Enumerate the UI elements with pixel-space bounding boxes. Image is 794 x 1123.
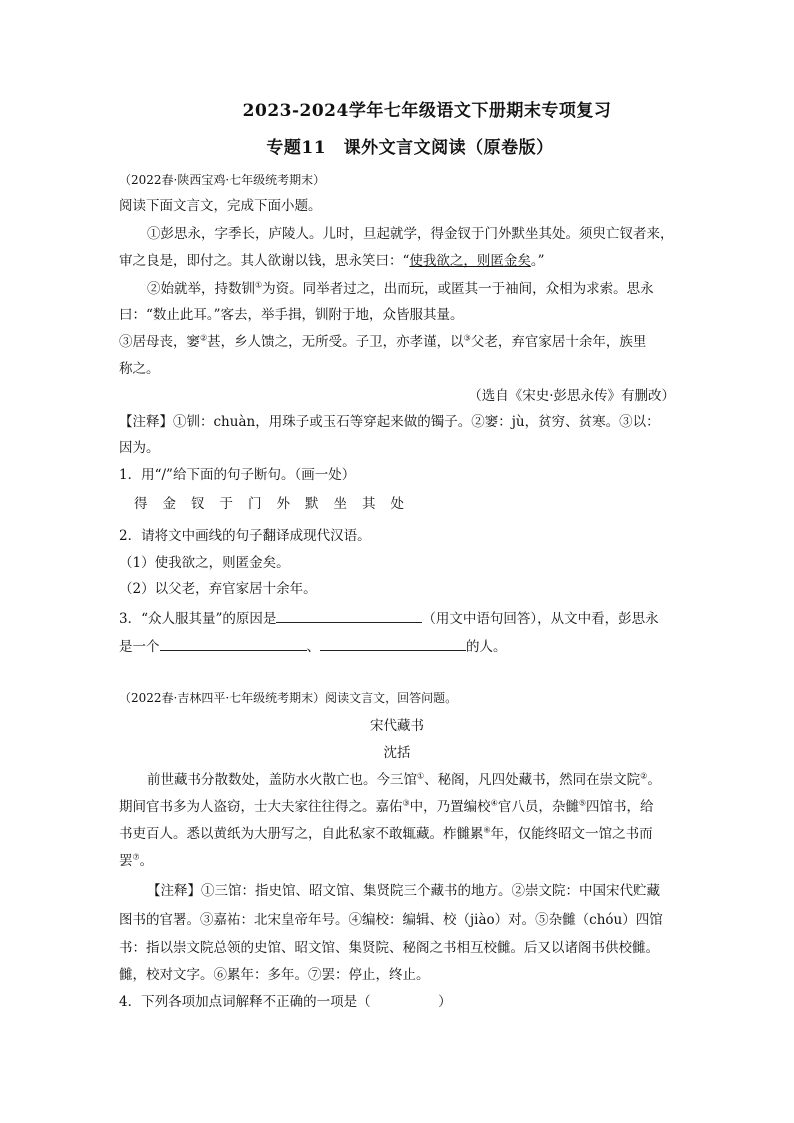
text: 年，仅能终昭文一馆之书而: [490, 826, 653, 842]
footnote-mark: ③: [463, 333, 471, 343]
question-3-line-1: [119, 608, 659, 628]
passage-line-1: [147, 772, 661, 789]
footnote-mark: ⑥: [483, 825, 491, 835]
paragraph-2-line-2: 曰：“数止此耳。”客去，举手揖，钏附于地，众皆服其量。: [119, 307, 464, 323]
passage-line-3: [119, 826, 653, 843]
text: 、秘阁，凡四处藏书，然同在崇文院: [424, 772, 641, 788]
title-line-1: 2023-2024学年七年级语文下册期末专项复习: [242, 101, 612, 121]
passage-line-2: [119, 799, 654, 816]
paragraph-1-line-2: [119, 253, 545, 270]
text: 、: [306, 639, 320, 655]
text: 3．“众人服其量”的原因是: [119, 611, 277, 627]
instruction-1: 阅读下面文言文，完成下面小题。: [119, 198, 322, 214]
text: （用文中语句回答），从文中看，彭思永: [422, 611, 659, 627]
text: ③居母丧，窭: [119, 334, 200, 350]
underlined-sentence: 使我欲之，则匿金矣: [409, 253, 531, 269]
text: 期间官书多为人盗窃，士大夫家往往得之。嘉佑: [119, 799, 403, 815]
text: 。”: [530, 253, 545, 269]
footnote-mark: ⑦: [132, 852, 140, 862]
text: 为资。同举者过之，出而玩，或匿其一于袖间，众相为求索。思永: [262, 281, 654, 297]
citation: （选自《宋史·彭思永传》有删改）: [468, 388, 675, 404]
notes-2-line-2: 图书的官署。③嘉祐：北宋皇帝年号。④编校：编辑、校（jiào）对。⑤杂雠（chóu）四馆: [119, 912, 663, 928]
answer-blank[interactable]: [320, 636, 466, 651]
question-1: 1．用“/”给下面的句子断句。（画一处）: [119, 467, 356, 483]
footnote-mark: ②: [640, 771, 648, 781]
question-2-item-2: （2）以父老，弃官家居十余年。: [119, 581, 317, 597]
source-1: （2022春·陕西宝鸡·七年级统考期末）: [119, 173, 326, 187]
answer-blank[interactable]: [160, 636, 307, 651]
paragraph-1-line-1: ①彭思永，字季长，庐陵人。儿时，旦起就学，得金钗于门外默坐其处。须臾亡钗者来，: [147, 226, 674, 242]
notes-2-line-1: 【注释】①三馆：指史馆、昭文馆、集贤院三个藏书的地方。②崇文院：中国宋代贮藏: [147, 883, 660, 899]
passage-author: 沈括: [383, 745, 411, 761]
question-3-line-2: [119, 636, 507, 656]
footnote-mark: ①: [255, 280, 263, 290]
text: 中，乃置编校: [409, 799, 491, 815]
passage-line-4: [119, 853, 153, 870]
text: 罢: [119, 853, 133, 869]
paragraph-2-line-1: [147, 281, 654, 298]
notes-2-line-3: 书：指以崇文院总领的史馆、昭文馆、集贤院、秘阁之书相互校雠。后又以诸阁书供校雠。: [119, 940, 659, 956]
text: 书吏百人。悉以黄纸为大册写之，自此私家不敢辄藏。柞雠累: [119, 826, 484, 842]
text: 官八员，杂雠: [497, 799, 579, 815]
text: ②始就举，持数钏: [147, 281, 255, 297]
question-4: 4．下列各项加点词解释不正确的一项是（ ）: [119, 994, 452, 1010]
footnote-mark: ②: [200, 333, 208, 343]
text: 。: [139, 853, 154, 869]
title-line-2: 专题11 课外文言文阅读（原卷版）: [266, 138, 554, 158]
text: 。: [647, 772, 661, 788]
text: 是一个: [119, 639, 160, 655]
paragraph-3-line-1: [119, 334, 646, 351]
paragraph-3-line-2: 称之。: [119, 361, 160, 377]
source-2: （2022春·吉林四平·七年级统考期末）阅读文言文，回答问题。: [119, 691, 458, 705]
footnote-mark: ⑤: [578, 798, 587, 808]
footnote-mark: ④: [490, 798, 498, 808]
text: 甚，乡人馈之，无所受。子卫，亦孝谨，以: [207, 334, 464, 350]
text: 前世藏书分散数处，盖防水火散亡也。今三馆: [147, 772, 417, 788]
question-2: 2．请将文中画线的句子翻译成现代汉语。: [119, 528, 371, 544]
notes-2-line-4: 雠，校对文字。⑥累年：多年。⑦罢：停止，终止。: [119, 967, 430, 983]
footnote-mark: ③: [402, 798, 410, 808]
text: 四馆书，给: [586, 799, 654, 815]
footnote-mark: ①: [417, 771, 425, 781]
notes-1-line-1: 【注释】①钏：chuàn，用珠子或玉石等穿起来做的镯子。②窭：jù，贫穷、贫寒。③以：: [119, 414, 660, 430]
text: 父老，弃官家居十余年，族里: [470, 334, 647, 350]
passage-title: 宋代藏书: [370, 718, 424, 734]
text: 审之良是，即付之。其人欲谢以钱，思永笑曰：“: [119, 253, 410, 269]
text: 的人。: [466, 639, 507, 655]
answer-blank[interactable]: [276, 608, 422, 623]
question-1-sentence: 得金钗于门外默坐其处: [134, 496, 419, 512]
notes-1-line-2: 因为。: [119, 440, 160, 456]
question-2-item-1: （1）使我欲之，则匿金矣。: [119, 555, 290, 571]
